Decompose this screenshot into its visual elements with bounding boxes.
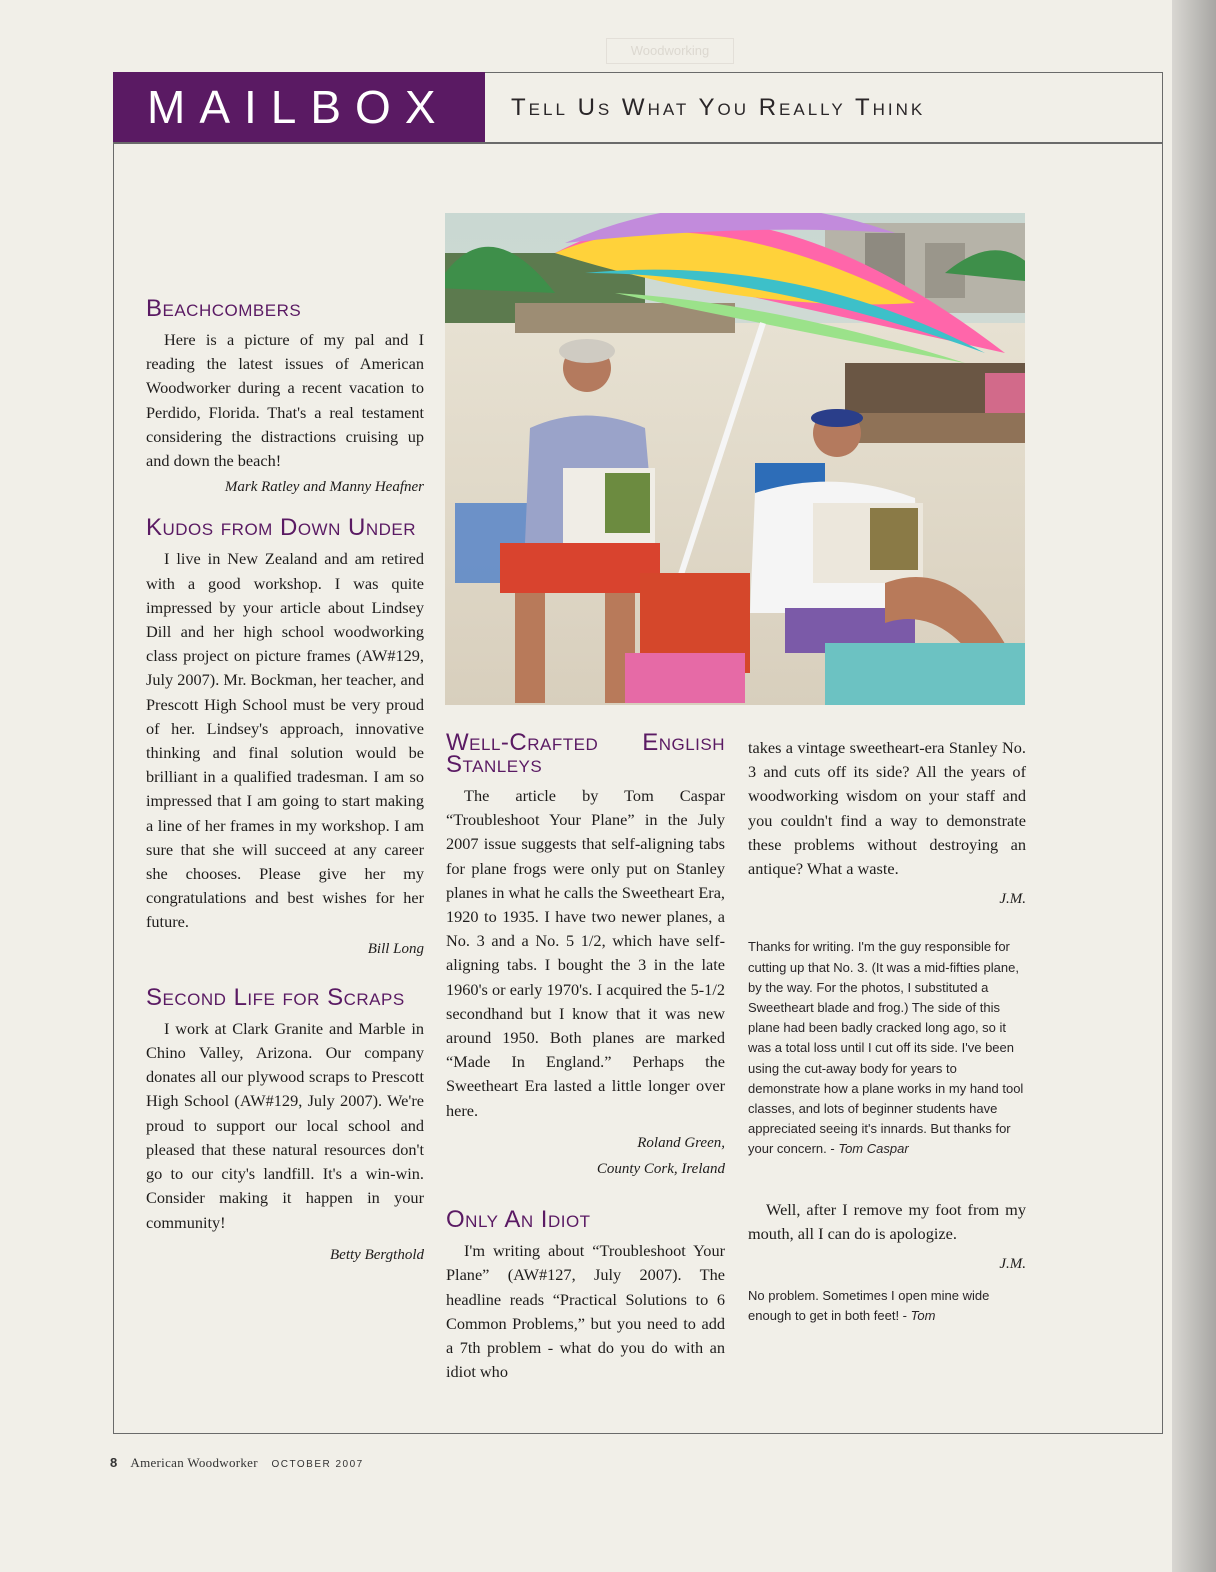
editor-final-reply: [748, 1286, 1026, 1326]
signature-beachcombers: Mark Ratley and Manny Heafner: [224, 479, 424, 496]
page-header: [113, 72, 1163, 144]
letter-stanleys-body: The article by Tom Caspar “Troubleshoot Your Plane” in the July 2007 issue suggests that self-aligning tabs for plane frogs were only put on Stanley planes in what he calls the Sweetheart Era, 1920 to 1935. I have two newer planes, a No. 3 and a No. 5 1/2, which have self-aligning tabs. I bought the 3 in the late 1960's or early 1970's. I acquired the 5-1/2 secondhand but I know that it was new around 1950. Both planes are marked “Made In England.” Perhaps the Sweetheart Era lasted a little longer over here.: [446, 786, 725, 1120]
paper-edge: [1172, 0, 1216, 1572]
signature-stanleys-name: Roland Green,: [637, 1134, 725, 1151]
section-tagline: Tell Us What You Really Think: [511, 94, 926, 121]
middle-column: [446, 729, 725, 1384]
editor-reply: [748, 937, 1026, 1159]
letter-idiot-body-part2: takes a vintage sweetheart-era Stanley No. 3 and cuts off its side? All the years of woodworking wisdom on your staff and you couldn't find a way to demonstrate these problems without destroying an antique? What a waste.: [748, 738, 1026, 879]
heading-second-life: Second Life for Scraps: [146, 983, 405, 1011]
section-title: MAILBOX: [113, 72, 485, 142]
heading-stanleys: Well-Crafted English Stanleys: [446, 729, 725, 778]
signature-followup: J.M.: [999, 1256, 1026, 1273]
editor-reply-text: Thanks for writing. I'm the guy responsible for cutting up that No. 3. (It was a mid-fifties plane, by the way. For the photos, I substituted a Sweetheart blade and frog.) The side of this plane had been badly cracked long ago, so it was a total loss until I cut off its side. I've been using the cut-away body for years to demonstrate how a plane works in my hand tool classes, and lots of beginner students have appreciated seeing it's innards. But thanks for your concern. -: [748, 939, 1024, 1157]
page-number: 8: [110, 1455, 118, 1470]
magazine-name: American Woodworker: [130, 1455, 258, 1470]
issue-date: OCTOBER 2007: [271, 1459, 364, 1470]
letter-idiot-followup: Well, after I remove my foot from my mouth, all I can do is apologize.: [748, 1199, 1026, 1243]
signature-stanleys-place: County Cork, Ireland: [596, 1161, 725, 1178]
page-footer: [110, 1455, 364, 1471]
right-column: [748, 736, 1026, 1327]
heading-kudos: Kudos from Down Under: [146, 514, 417, 542]
letter-beachcombers-body: Here is a picture of my pal and I reading the latest issues of American Woodworker during a recent vacation to Perdido, Florida. That's a real testament considering the distractions cruising up and down the beach!: [146, 330, 424, 471]
editor-final-reply-signature: Tom: [910, 1308, 936, 1324]
letter-idiot-body-part1: I'm writing about “Troubleshoot Your Plane” (AW#127, July 2007). The headline reads “Practical Solutions to 6 Common Problems,” but you need to add a 7th problem - what do you do with an idiot who: [446, 1241, 725, 1382]
editor-reply-signature: Tom Caspar: [838, 1141, 909, 1157]
signature-kudos: Bill Long: [367, 940, 424, 957]
letter-kudos-body: I live in New Zealand and am retired with a good workshop. I was quite impressed by your article about Lindsey Dill and her high school woodworking class project on picture frames (AW#129, July 2007). Mr. Bockman, her teacher, and Prescott High School must be very proud of her. Lindsey's approach, innovative thinking and final solution would be brilliant in a qualified tradesman. I am so impressed that I am going to start making a line of her frames in my workshop. I am sure that she will succeed at any career she chooses. Please give her my congratulations and best wishes for her future.: [146, 549, 424, 932]
beach-photo: [445, 213, 1025, 705]
bleed-through-label: Woodworking: [606, 38, 734, 64]
left-column: [146, 295, 424, 1267]
signature-idiot: J.M.: [999, 891, 1026, 908]
editor-final-reply-text: No problem. Sometimes I open mine wide enough to get in both feet! -: [748, 1288, 990, 1324]
signature-second-life: Betty Bergthold: [330, 1246, 424, 1263]
heading-idiot: Only An Idiot: [446, 1206, 591, 1234]
letter-second-life-body: I work at Clark Granite and Marble in Chino Valley, Arizona. Our company donates all our plywood scraps to Prescott High School (AW#129, July 2007). We're proud to support our local school and pleased that these natural resources don't go to our city's landfill. It's a win-win. Consider making it happen in your community!: [146, 1018, 424, 1232]
heading-beachcombers: Beachcombers: [146, 295, 302, 322]
